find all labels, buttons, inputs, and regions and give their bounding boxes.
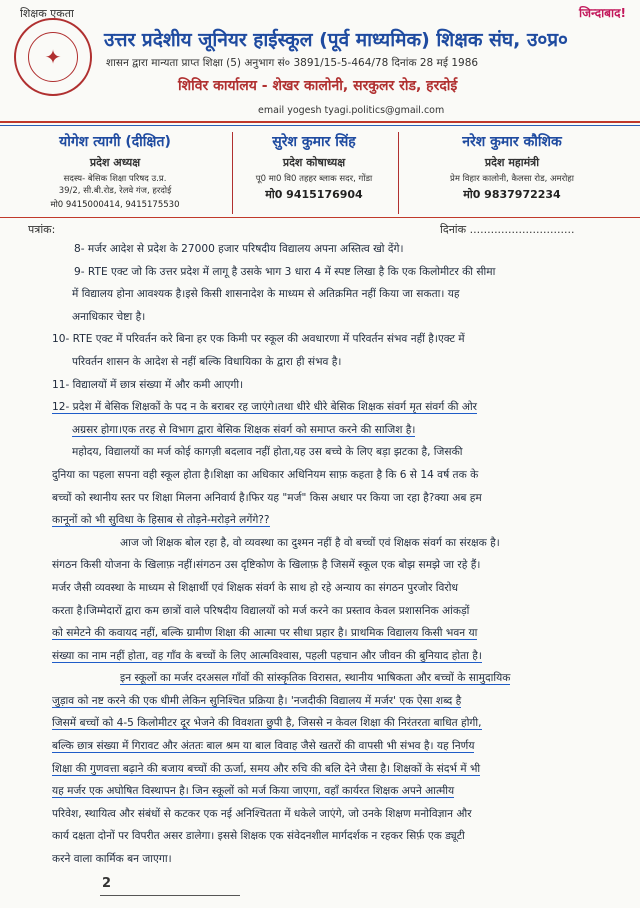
body-line: शिक्षा की गुणवत्ता बढ़ाने की बजाय बच्चों की ऊर्जा, समय और रुचि की बलि देने जैसा है। शिक्षकों के संदर्भ में भी: [52, 762, 481, 775]
body-line: आज जो शिक्षक बोल रहा है, वो व्यवस्था का दुश्मन नहीं है वो बच्चों एवं शिक्षक संवर्ग का संरक्षक है।: [120, 536, 500, 549]
organization-seal: [14, 18, 92, 96]
body-line: 9- RTE एक्ट जो कि उत्तर प्रदेश में लागू है उसके भाग 3 धारा 4 में स्पष्ट लिखा है कि एक किलोमीटर की सीमा: [74, 265, 496, 278]
body-line: जिसमें बच्चों को 4-5 किलोमीटर दूर भेजने की विवशता छुपी है, जिससे न केवल शिक्षा की निरंतरता बाधित होगी,: [52, 717, 482, 730]
header-rule: [0, 121, 640, 123]
slogan-right: जिन्दाबाद!: [578, 6, 626, 20]
body-line: 8- मर्जर आदेश से प्रदेश के 27000 हजार परिषदीय विद्यालय अपना अस्तित्व खो देंगे।: [74, 243, 404, 255]
officer-address: प्रेम विहार कालोनी, कैलसा रोड, अमरोहा: [449, 174, 574, 184]
reference-number-label: पत्रांक:: [28, 223, 56, 236]
body-line: कार्य दक्षता दोनों पर विपरीत असर डालेगा। इससे शिक्षक एक संवेदनशील मार्गदर्शक न रहकर सिर्फ़ एक ड्यूटी: [52, 830, 465, 843]
officer-name: योगेश त्यागी (दीक्षित): [59, 134, 171, 150]
officer-phone: मो0 9837972234: [463, 188, 561, 201]
approval-line: शासन द्वारा मान्यता प्राप्त शिक्षा (5) अनुभाग सं० 3891/15-5-464/78 दिनांक 28 मई 1986: [106, 57, 479, 69]
column-divider: [398, 132, 399, 214]
body-line: परिवर्तन शासन के आदेश से नहीं बल्कि विधायिका के द्वारा ही संभव है।: [72, 355, 342, 368]
body-line: यह मर्जर एक अघोषित विस्थापन है। जिन स्कूलों को मर्ज किया जाएगा, वहाँ कार्यरत शिक्षक अपने आत्मीय: [52, 785, 455, 798]
body-line: को समेटने की कवायद नहीं, बल्कि ग्रामीण शिक्षा की आत्मा पर सीधा प्रहार है। प्राथमिक विद्यालय किसी भवन या: [52, 627, 478, 640]
officer-treasurer: [236, 132, 392, 202]
column-divider: [232, 132, 233, 214]
body-line: 10- RTE एक्ट में परिवर्तन करे बिना हर एक किमी पर स्कूल की अवधारणा में परिवर्तन संभव नहीं है।एक्ट में: [52, 333, 465, 346]
date-label: दिनांक ..............................: [440, 223, 575, 236]
officer-designation: प्रदेश अध्यक्ष: [89, 156, 141, 169]
officer-general-secretary: [402, 132, 622, 202]
officer-address-line: 39/2, सी.बी.रोड, रेलवे गंज, हरदोई: [58, 186, 172, 196]
officer-address-line: सदस्य- बेसिक शिक्षा परिषद उ.प्र.: [63, 174, 167, 184]
header-rule-secondary: [0, 125, 640, 126]
body-line: परिवेश, स्थायित्व और संबंधों से कटकर एक नई अनिश्चितता में धकेले जाएंगे, जो उनके शिक्षण मनोविज्ञान और: [52, 807, 472, 820]
body-line: महोदय, विद्यालयों का मर्ज कोई कागज़ी बदलाव नहीं होता,यह उस बच्चे के लिए बड़ा झटका है, जिसकी: [72, 446, 463, 459]
officer-designation: प्रदेश महामंत्री: [484, 156, 540, 169]
seal-emblem-icon: ✦: [28, 32, 78, 82]
body-line: अनाधिकार चेष्टा है।: [72, 310, 146, 323]
footer-rule: [100, 895, 240, 896]
organization-name: उत्तर प्रदेशीय जूनियर हाईस्कूल (पूर्व माध्यमिक) शिक्षक संघ, उ०प्र०: [104, 29, 568, 51]
body-line: 12- प्रदेश में बेसिक शिक्षकों के पद न के बराबर रह जाएंगे।तथा धीरे धीरे बेसिक शिक्षक संवर्ग मृत संवर्ग की ओर: [52, 401, 478, 414]
officer-address: [22, 173, 208, 197]
officer-name: सुरेश कुमार सिंह: [272, 134, 356, 150]
slogan-left: शिक्षक एकता: [20, 7, 74, 20]
body-line: मर्जर जैसी व्यवस्था के माध्यम से शिक्षार्थी एवं शिक्षक संवर्ग के साथ हो रहे अन्याय का संगठन पुरजोर विरोध: [52, 581, 459, 594]
body-line: बल्कि छात्र संख्या में गिरावट और अंततः बाल श्रम या बाल विवाह जैसे खतरों की वापसी भी संभव है। यह निर्णय: [52, 740, 475, 753]
page-number: 2: [102, 876, 112, 891]
body-line: संगठन किसी योजना के खिलाफ़ नहीं।संगठन उस दृष्टिकोण के खिलाफ़ है जिसमें स्कूल एक बोझ समझे जा रहे हैं।: [52, 559, 481, 572]
body-line: करता है।जिम्मेदारों द्वारा कम छात्रों वाले परिषदीय विद्यालयों को मर्ज करने का प्रस्ताव केवल प्रशासनिक आंकड़ों: [52, 604, 470, 617]
office-address: शिविर कार्यालय - शेखर कालोनी, सरकुलर रोड, हरदोई: [178, 78, 458, 94]
body-line: दुनिया का पहला सपना वही स्कूल होता है।शिक्षा का अधिकार अधिनियम साफ़ कहता है कि 6 से 14 वर्ष तक के: [52, 468, 479, 481]
officer-name: नरेश कुमार कौशिक: [462, 134, 562, 150]
body-line: अग्रसर होगा।एक तरह से विभाग द्वारा बेसिक शिक्षक संवर्ग को समाप्त करने की साजिश है।: [72, 423, 416, 436]
body-line: इन स्कूलों का मर्जर दरअसल गाँवों की सांस्कृतिक विरासत, स्थानीय भाषिकता और बच्चों के सामुदायिक: [120, 672, 511, 685]
body-line: बच्चों को स्थानीय स्तर पर शिक्षा मिलना अनिवार्य है।फिर यह "मर्ज" किस अधार पर किया जा रहा है?क्या अब हम: [52, 491, 482, 504]
body-line: संख्या का नाम नहीं होता, वह गाँव के बच्चों के लिए आत्मविश्वास, पहली पहचान और जीवन की बुनियाद होता है।: [52, 649, 482, 662]
body-line: करने वाला कार्मिक बन जाएगा।: [52, 853, 172, 866]
officers-rule: [0, 217, 640, 218]
body-line: जुड़ाव को नष्ट करने की एक धीमी लेकिन सुनिश्चित प्रक्रिया है। 'नजदीकी विद्यालय में मर्जर' एक ऐसा शब्द है: [52, 694, 462, 707]
letter-body: [52, 238, 614, 871]
officer-address: पू0 मा0 वि0 तहहर ब्लाक सदर, गोंडा: [255, 174, 373, 184]
officer-phone: मो0 9415176904: [265, 188, 363, 201]
body-line: में विद्यालय होना आवश्यक है।इसे किसी शासनादेश के माध्यम से अतिक्रमित नहीं किया जा सकता। यह: [72, 288, 460, 301]
officer-president: [22, 132, 208, 210]
officer-phone: मो0 9415000414, 9415175530: [50, 200, 180, 210]
body-line: कानूनों को भी सुविधा के हिसाब से तोड़ने-मरोड़ने लगेंगे??: [52, 514, 270, 527]
email-line: email yogesh tyagi.politics@gmail.com: [258, 105, 445, 116]
body-line: 11- विद्यालयों में छात्र संख्या में और कमी आएगी।: [52, 378, 244, 391]
officer-designation: प्रदेश कोषाध्यक्ष: [282, 156, 346, 169]
